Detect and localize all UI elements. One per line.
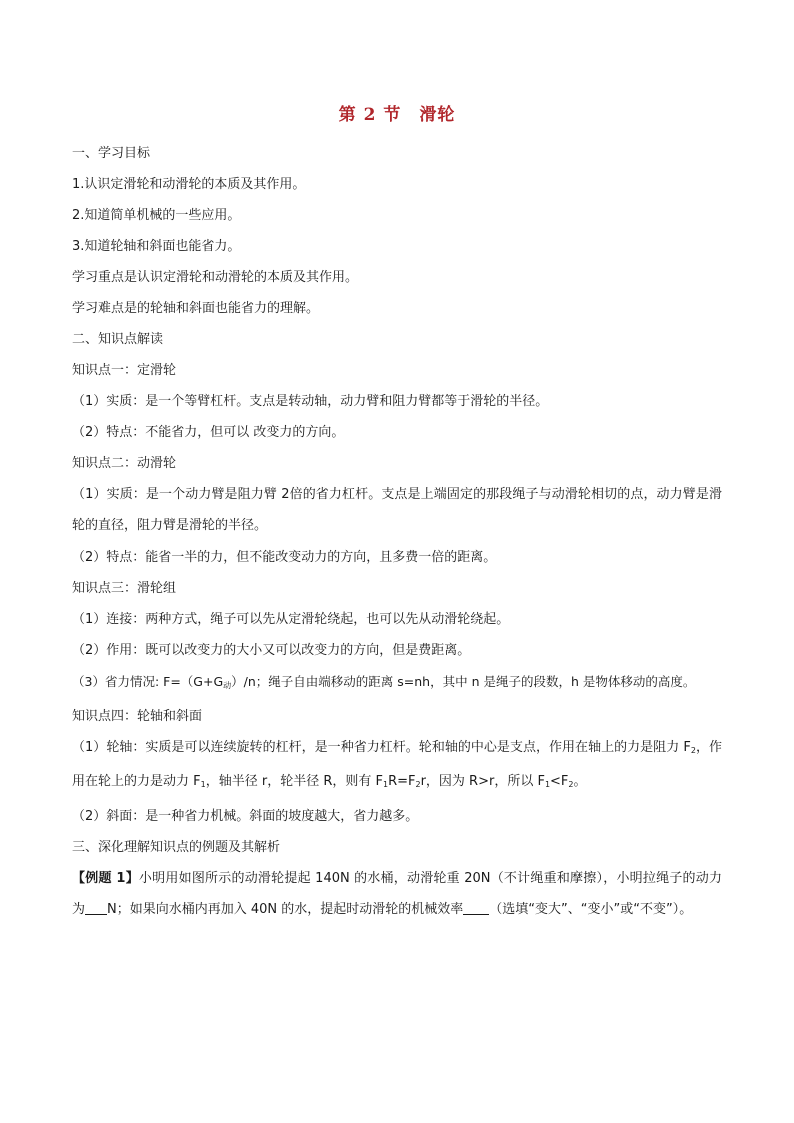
formula-text: （3）省力情况: F=（G+G (72, 674, 224, 689)
page-title: 第 2 节 滑轮 (338, 105, 456, 125)
example-question (72, 863, 722, 925)
example-text: 小明用如图所示的动滑轮提起 140N 的水桶，动滑轮重 20N（不计绳重和摩擦），小明拉绳子的动力为 (72, 871, 723, 917)
text-run: （1）轮轴：实质是可以连续旋转的杠杆，是一种省力杠杆。轮和轴的中心是支点，作用在轴上的力是阻力 F (72, 740, 691, 755)
text-run: 。 (573, 774, 587, 789)
example-text: （选填“变大”、“变小”或“不变”）。 (489, 902, 693, 917)
subscript: 1 (544, 780, 551, 789)
knowledge-title: 知识点四：轮轴和斜面 (72, 709, 203, 724)
section-heading-knowledge: 二、知识点解读 (72, 332, 164, 347)
knowledge-title: 知识点二：动滑轮 (72, 456, 177, 471)
subscript: 1 (382, 780, 389, 789)
section-heading-examples: 三、深化理解知识点的例题及其解析 (72, 840, 281, 855)
knowledge-paragraph: （2）作用：既可以改变力的大小又可以改变力的方向，但是费距离。 (72, 643, 471, 658)
key-point: 学习重点是认识定滑轮和动滑轮的本质及其作用。 (72, 270, 359, 285)
knowledge-title: 知识点一：定滑轮 (72, 363, 177, 378)
text-run: ，轴半径 r，轮半径 R，则有 F (205, 774, 383, 789)
knowledge-paragraph: （2）特点：不能省力，但可以 改变力的方向。 (72, 425, 345, 440)
knowledge-paragraph: （2）特点：能省一半的力，但不能改变动力的方向，且多费一倍的距离。 (72, 550, 497, 565)
goal-item: 1.认识定滑轮和动滑轮的本质及其作用。 (72, 177, 306, 192)
subscript: 1 (200, 780, 206, 789)
knowledge-paragraph: （1）实质：是一个等臂杠杆。支点是转动轴，动力臂和阻力臂都等于滑轮的半径。 (72, 394, 549, 409)
example-label: 【例题 1】 (72, 871, 139, 886)
knowledge-paragraph: （1）实质：是一个动力臂是阻力臂 2倍的省力杠杆。支点是上端固定的那段绳子与动滑轮相切的点，动力臂是滑轮的直径，阻力臂是滑轮的半径。 (72, 487, 722, 533)
knowledge-paragraph-formula (72, 671, 722, 696)
knowledge-paragraph-axle (72, 732, 722, 800)
section-heading-goals: 一、学习目标 (72, 146, 151, 161)
knowledge-paragraph: （2）斜面：是一种省力机械。斜面的坡度越大，省力越多。 (72, 809, 419, 824)
goal-item: 3.知道轮轴和斜面也能省力。 (72, 239, 241, 254)
document-page (72, 100, 722, 925)
formula-subscript: 动 (223, 681, 232, 690)
subscript: 2 (415, 780, 421, 789)
subscript: 2 (568, 780, 574, 789)
answer-blank (463, 900, 489, 915)
example-text: N；如果向水桶内再加入 40N 的水，提起时动滑轮的机械效率 (107, 902, 464, 917)
subscript: 2 (690, 746, 696, 755)
text-run: ，作用在轮上的力是动力 F (72, 740, 722, 789)
text-run: <F (550, 774, 569, 789)
answer-blank (85, 900, 107, 915)
text-run: r，因为 R>r，所以 F (420, 774, 545, 789)
goal-item: 2.知道简单机械的一些应用。 (72, 208, 241, 223)
knowledge-title: 知识点三：滑轮组 (72, 581, 177, 596)
difficulty-point: 学习难点是的轮轴和斜面也能省力的理解。 (72, 301, 320, 316)
text-run: R=F (388, 774, 416, 789)
knowledge-paragraph: （1）连接：两种方式，绳子可以先从定滑轮绕起，也可以先从动滑轮绕起。 (72, 612, 510, 627)
formula-text: ）/n；绳子自由端移动的距离 s=nh，其中 n 是绳子的段数，h 是物体移动的高度。 (231, 674, 696, 689)
